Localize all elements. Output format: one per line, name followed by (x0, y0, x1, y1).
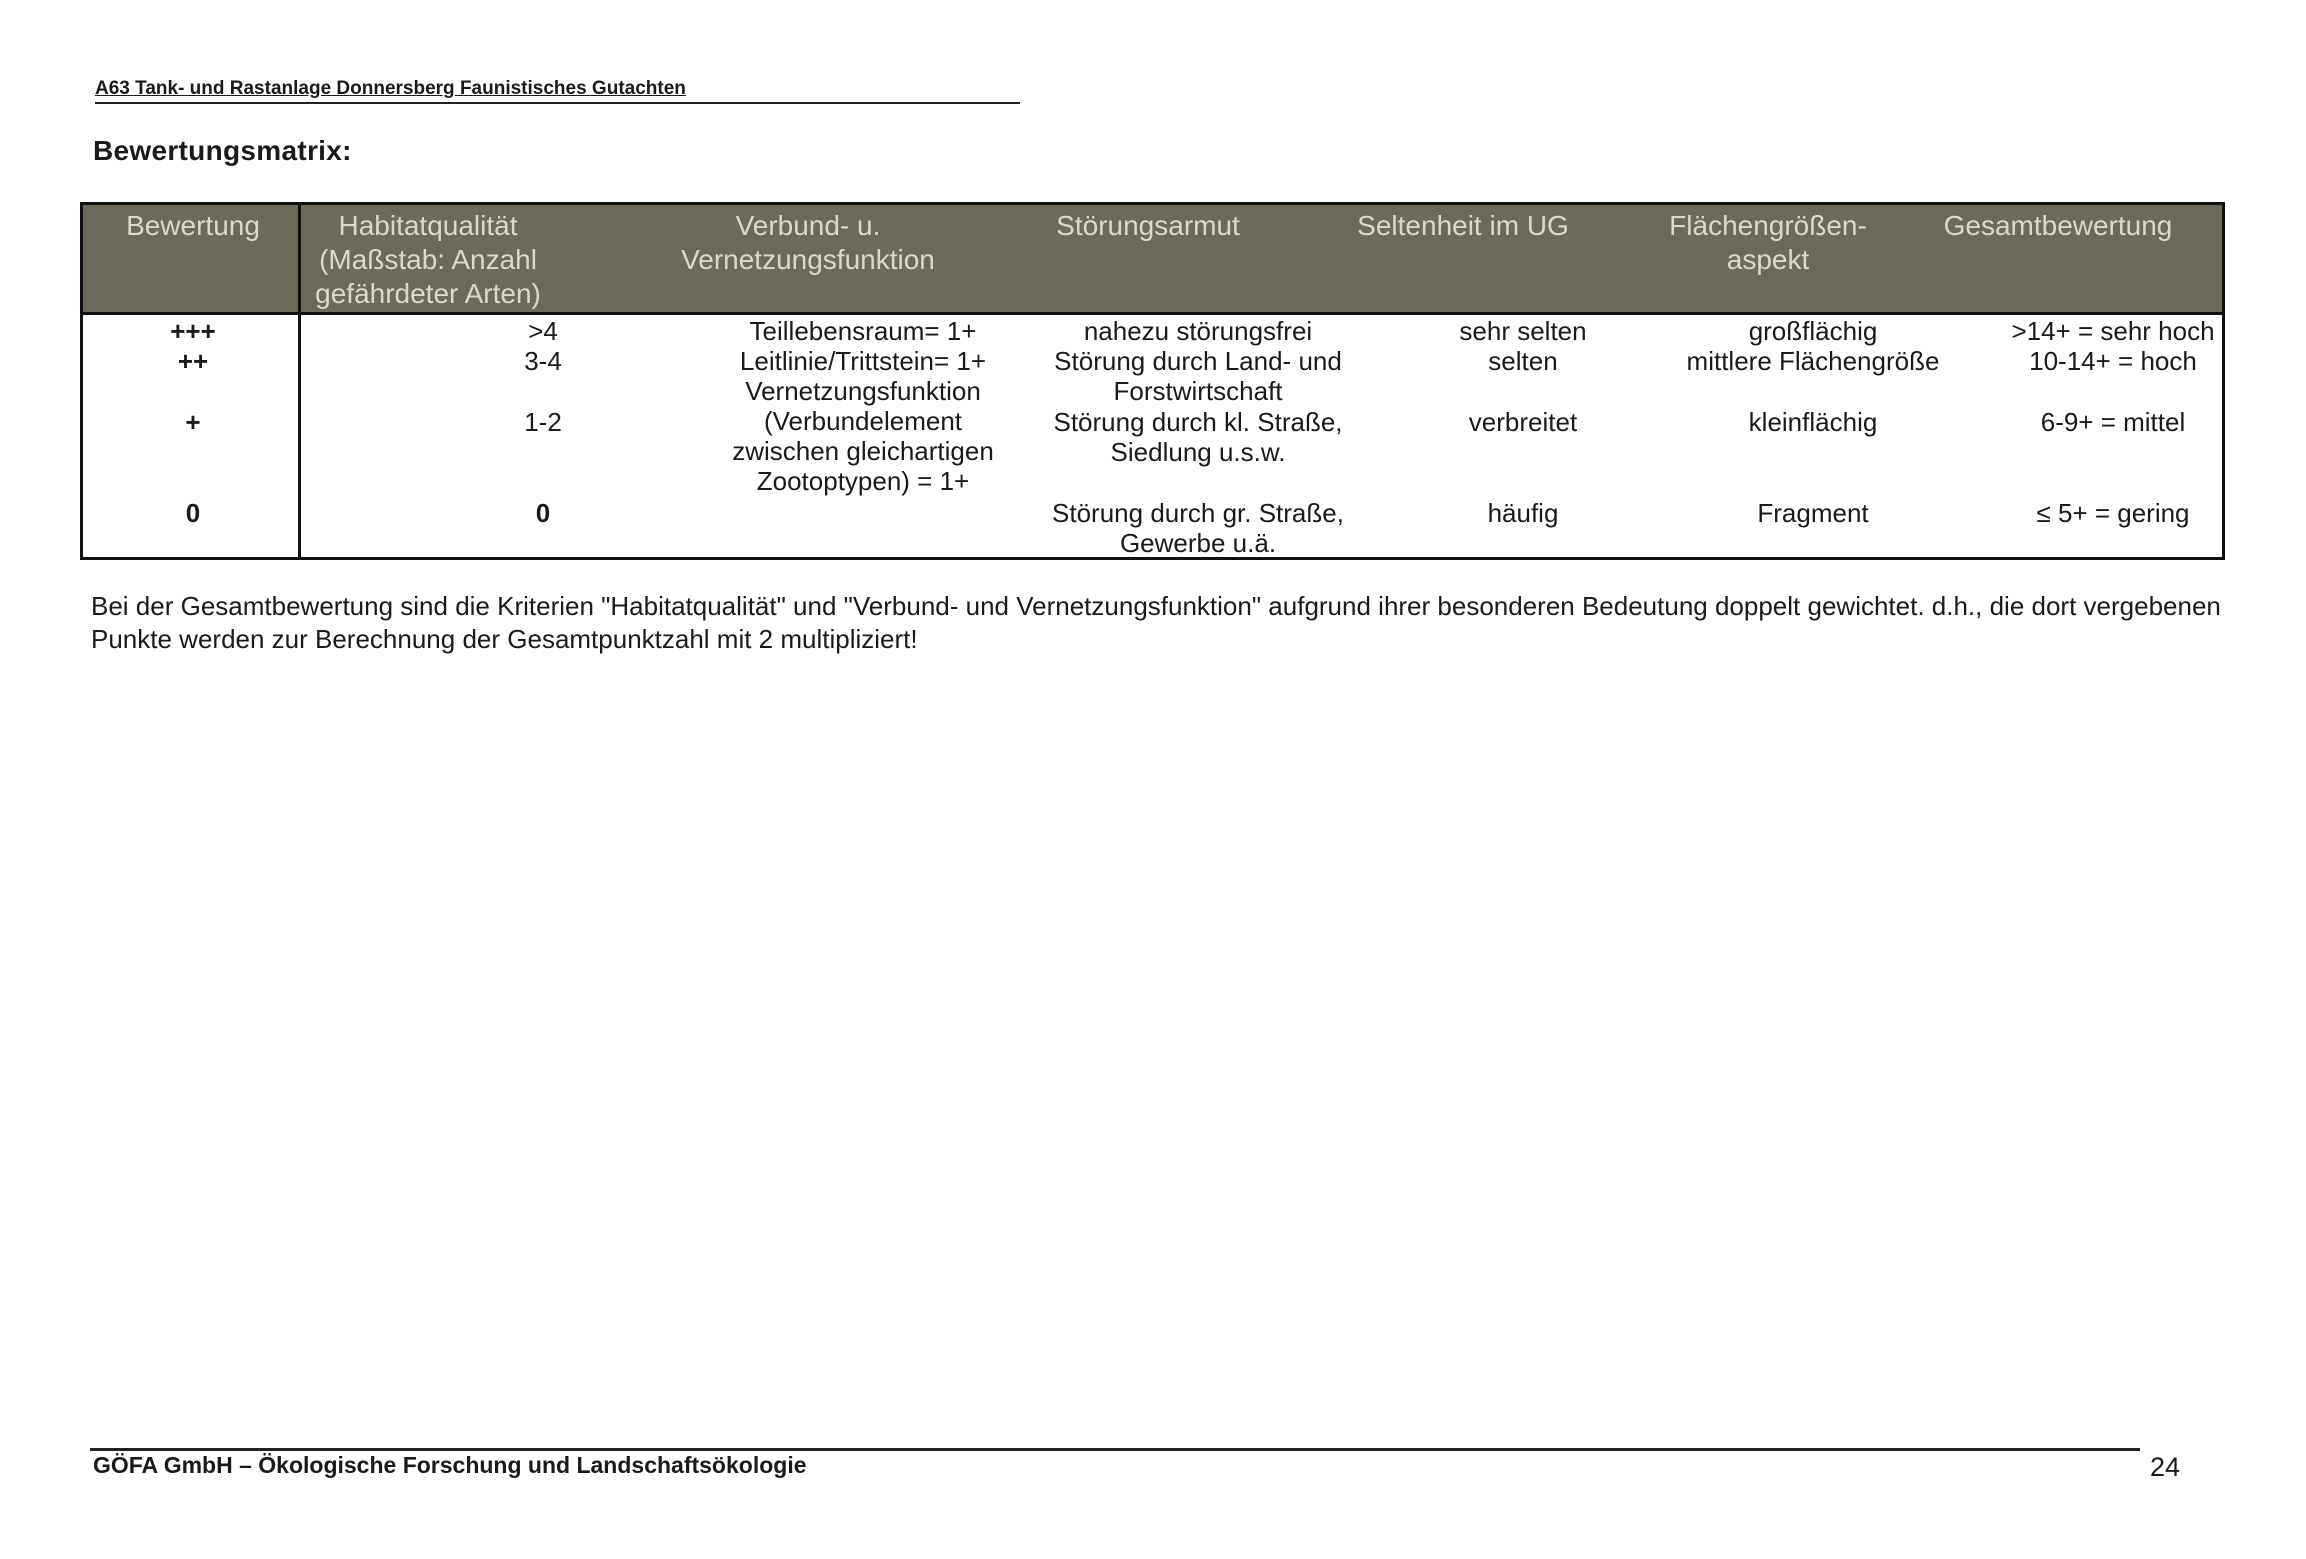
page-number: 24 (2150, 1452, 2181, 1482)
row1-verbund: Teillebensraum= 1+ (749, 316, 977, 346)
section-title: Bewertungsmatrix: (93, 135, 352, 166)
column-header-stoerungsarmut: Störungsarmut (1056, 210, 1240, 241)
row2-gesamt: 10-14+ = hoch (2029, 346, 2197, 376)
footer-company: GÖFA GmbH – Ökologische Forschung und Landschaftsökologie (93, 1452, 807, 1478)
row2-habitat: 3-4 (524, 346, 562, 376)
row3-verbund: Vernetzungsfunktion (Verbundelement zwischen gleichartigen Zootoptypen) = 1+ (732, 376, 994, 496)
row3-seltenheit: verbreitet (1468, 407, 1578, 437)
row2-bewertung: ++ (177, 346, 209, 376)
weighting-note: Bei der Gesamtbewertung sind die Kriterien "Habitatqualität" und "Verbund- und Vernetzungsfunktion" aufgrund ihrer besonderen Bedeutung doppelt gewichtet. d.h., die dort vergebenen Punkte werden zur Berechnung der Gesamtpunktzahl mit 2 multipliziert! (91, 591, 2221, 654)
row2-stoerung: Störung durch Land- und Forstwirtschaft (1054, 346, 1342, 406)
row3-stoerung: Störung durch kl. Straße, Siedlung u.s.w. (1053, 407, 1343, 467)
row4-habitat: 0 (535, 498, 551, 528)
row1-habitat: >4 (528, 316, 558, 346)
row4-seltenheit: häufig (1487, 498, 1559, 528)
row4-gesamt: ≤ 5+ = gering (2036, 498, 2190, 528)
bewertungsmatrix-table (80, 202, 2225, 560)
table-header-row (83, 205, 2222, 315)
row2-verbund: Leitlinie/Trittstein= 1+ (739, 346, 987, 376)
row2-seltenheit: selten (1488, 346, 1558, 376)
row4-stoerung: Störung durch gr. Straße, Gewerbe u.ä. (1052, 498, 1344, 558)
column-header-gesamtbewertung: Gesamtbewertung (1943, 210, 2173, 241)
row3-bewertung: + (185, 407, 201, 437)
footer-divider (90, 1448, 2140, 1451)
row4-bewertung: 0 (185, 498, 201, 528)
row3-gesamt: 6-9+ = mittel (2040, 407, 2186, 437)
row3-flaeche: kleinflächig (1748, 407, 1878, 437)
row1-flaeche: großflächig (1748, 316, 1878, 346)
row1-seltenheit: sehr selten (1459, 316, 1587, 346)
column-header-bewertung: Bewertung (126, 210, 260, 241)
row4-flaeche: Fragment (1757, 498, 1869, 528)
column-header-verbund: Verbund- u. Vernetzungsfunktion (681, 210, 935, 275)
row3-habitat: 1-2 (524, 407, 562, 437)
column-header-flaechengroesse: Flächengrößen-aspekt (1669, 210, 1867, 275)
row1-gesamt: >14+ = sehr hoch (2011, 316, 2215, 346)
column-header-habitatqualitaet: Habitatqualität (Maßstab: Anzahl gefährdeter Arten) (315, 210, 541, 309)
column-divider (298, 205, 301, 557)
row1-stoerung: nahezu störungsfrei (1083, 316, 1313, 346)
row1-bewertung: +++ (170, 316, 216, 346)
document-header: A63 Tank- und Rastanlage Donnersberg Faunistisches Gutachten (95, 78, 1020, 104)
row2-flaeche: mittlere Flächengröße (1686, 346, 1940, 376)
column-header-seltenheit: Seltenheit im UG (1357, 210, 1569, 241)
